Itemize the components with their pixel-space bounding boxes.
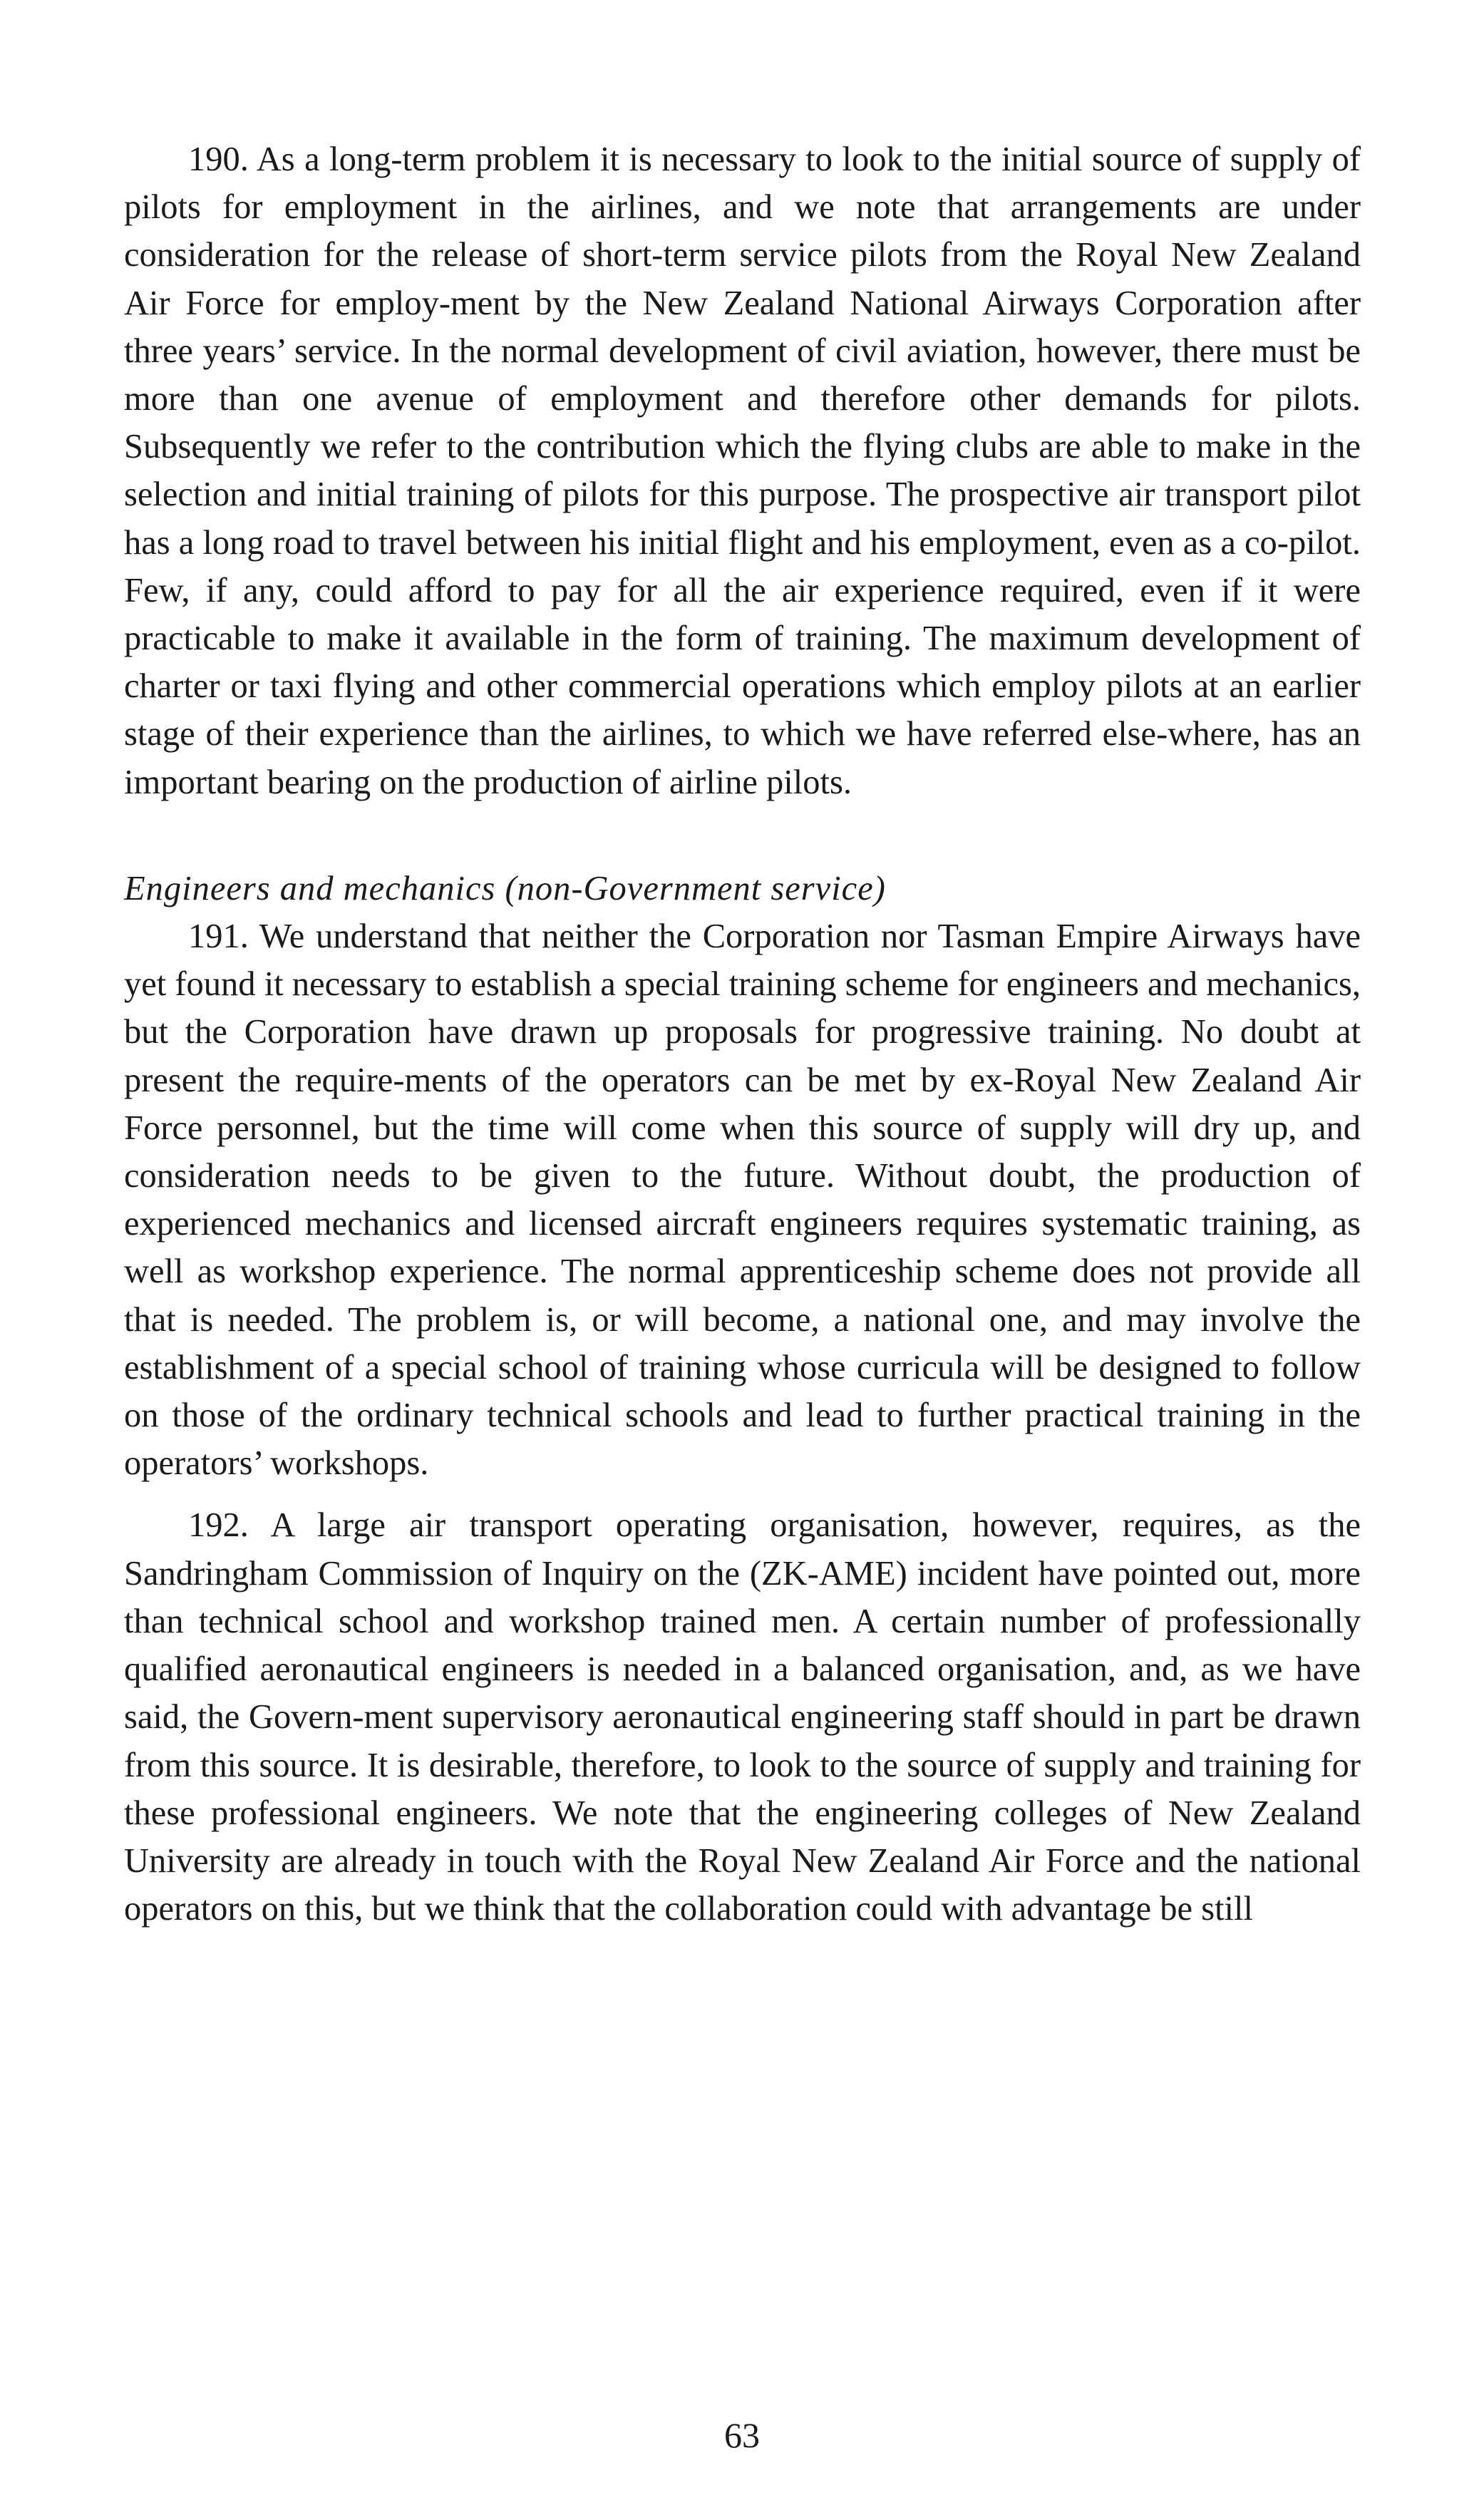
paragraph-190: 190. As a long-term problem it is necessary to look to the initial source of supply of pilots for employment in the airlines, and we note that arrangements are under consideration for the release of short-term service pilots from the Royal New Zealand Air Force for employ-ment by the New Zealand National Airways Corporation after three years’ service. In the normal development of civil aviation, however, there must be more than one avenue of employment and therefore other demands for pilots. Subsequently we refer to the contribution which the flying clubs are able to make in the selection and initial training of pilots for this purpose. The prospective air transport pilot has a long road to travel between his initial flight and his employment, even as a co-pilot. Few, if any, could afford to pay for all the air experience required, even if it were practicable to make it available in the form of training. The maximum development of charter or taxi flying and other commercial operations which employ pilots at an earlier stage of their experience than the airlines, to which we have referred else-where, has an important bearing on the production of airline pilots. xyxy=(124,140,1361,801)
page-number: 63 xyxy=(724,2415,760,2455)
document-page xyxy=(124,135,1361,1933)
paragraph-191: 191. We understand that neither the Corporation nor Tasman Empire Airways have yet found it necessary to establish a special training scheme for engineers and mechanics, but the Corporation have drawn up proposals for progressive training. No doubt at present the require-ments of the operators can be met by ex-Royal New Zealand Air Force personnel, but the time will come when this source of supply will dry up, and consideration needs to be given to the future. Without doubt, the production of experienced mechanics and licensed aircraft engineers requires systematic training, as well as workshop experience. The normal apprenticeship scheme does not provide all that is needed. The problem is, or will become, a national one, and may involve the establishment of a special school of training whose curricula will be designed to follow on those of the ordinary technical schools and lead to further practical training in the operators’ workshops. xyxy=(124,917,1361,1483)
paragraph-192: 192. A large air transport operating organisation, however, requires, as the Sandringham Commission of Inquiry on the (ZK-AME) incident have pointed out, more than technical school and workshop trained men. A certain number of professionally qualified aeronautical engineers is needed in a balanced organisation, and, as we have said, the Govern-ment supervisory aeronautical engineering staff should in part be drawn from this source. It is desirable, therefore, to look to the source of supply and training for these professional engineers. We note that the engineering colleges of New Zealand University are already in touch with the Royal New Zealand Air Force and the national operators on this, but we think that the collaboration could with advantage be still xyxy=(124,1506,1361,1928)
section-heading: Engineers and mechanics (non-Government service) xyxy=(124,869,886,907)
